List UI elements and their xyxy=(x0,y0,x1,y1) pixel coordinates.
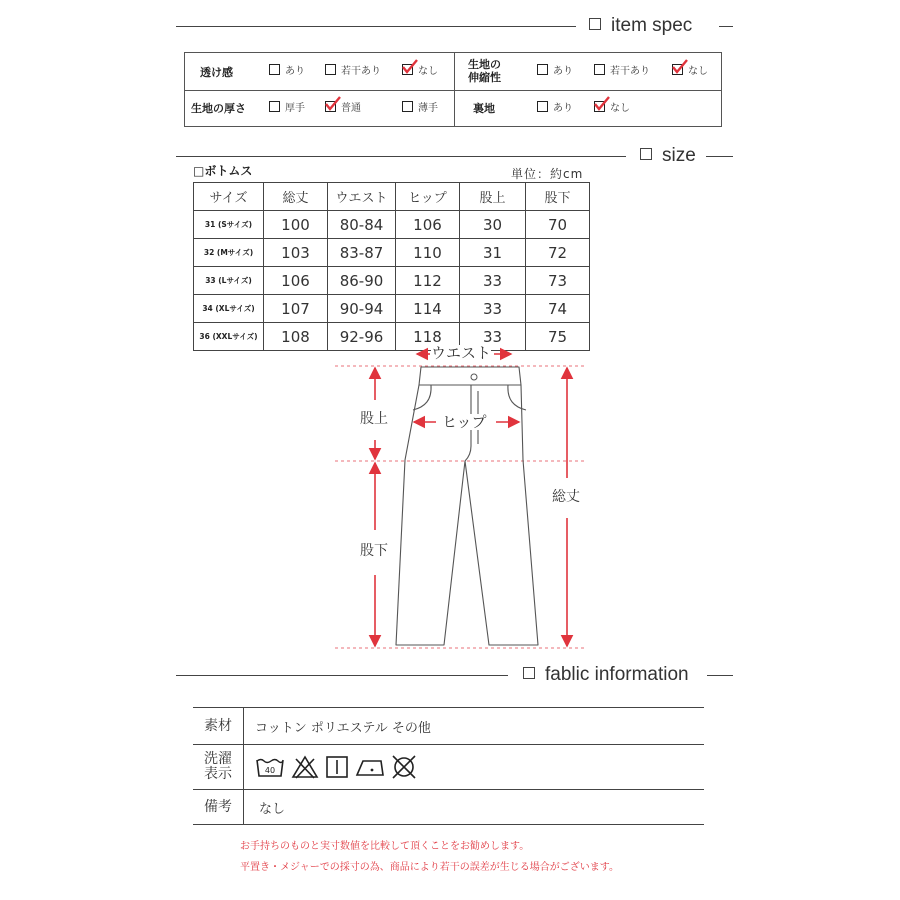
size-cell: 31 (Sサイズ) xyxy=(194,211,264,239)
table-cell: 80-84 xyxy=(328,211,396,239)
no-bleach-icon xyxy=(291,755,319,779)
waist-label: ウエスト xyxy=(431,344,492,362)
size-cell: 34 (XLサイズ) xyxy=(194,295,264,323)
size-cell: 33 (Lサイズ) xyxy=(194,267,264,295)
section-title-fabric: fablic information xyxy=(523,664,689,686)
table-cell: 30 xyxy=(460,211,526,239)
table-cell: 83-87 xyxy=(328,239,396,267)
rise-label: 股上 xyxy=(360,411,388,427)
column-header: 股上 xyxy=(460,183,526,211)
spec-option-checked: なし xyxy=(594,101,630,116)
note-line: 平置き・メジャーでの採寸の為、商品により若干の誤差が生じる場合がございます。 xyxy=(240,862,619,873)
wash-temp: 40 xyxy=(264,766,276,775)
note-line: お手持ちのものと実寸数値を比較して頂くことをお勧めします。 xyxy=(240,841,530,852)
size-cell: 36 (XXLサイズ) xyxy=(194,323,264,351)
spec-option-checked: 普通 xyxy=(325,101,361,116)
spec-option: 薄手 xyxy=(402,101,438,116)
spec-label-stretch: 生地の 伸縮性 xyxy=(468,58,501,84)
column-header: 総丈 xyxy=(264,183,328,211)
iron-low-icon xyxy=(355,755,385,779)
table-cell: 92-96 xyxy=(328,323,396,351)
spec-option: あり xyxy=(537,101,573,116)
size-unit: 単位：約cm xyxy=(511,167,584,181)
inseam-label: 股下 xyxy=(360,543,388,559)
table-cell: 74 xyxy=(526,295,590,323)
hip-label: ヒップ xyxy=(442,413,487,431)
column-header: ヒップ xyxy=(396,183,460,211)
length-label: 総丈 xyxy=(552,489,580,505)
table-cell: 100 xyxy=(264,211,328,239)
table-cell: 103 xyxy=(264,239,328,267)
spec-label-thickness: 生地の厚さ xyxy=(191,102,246,115)
table-cell: 118 xyxy=(396,323,460,351)
column-header: サイズ xyxy=(194,183,264,211)
table-cell: 112 xyxy=(396,267,460,295)
spec-option-checked: なし xyxy=(672,64,708,79)
spec-option-checked: なし xyxy=(402,64,438,79)
table-cell: 107 xyxy=(264,295,328,323)
wash-40-icon xyxy=(255,755,285,779)
fabric-row-material xyxy=(193,707,704,745)
table-cell: 114 xyxy=(396,295,460,323)
table-cell: 90-94 xyxy=(328,295,396,323)
fabric-value: なし xyxy=(259,801,286,817)
spec-option: 厚手 xyxy=(269,101,305,116)
spec-option: あり xyxy=(537,64,573,79)
table-cell: 33 xyxy=(460,267,526,295)
spec-label-lining: 裏地 xyxy=(473,102,495,115)
section-title-size: size xyxy=(640,145,696,167)
table-cell: 108 xyxy=(264,323,328,351)
table-cell: 31 xyxy=(460,239,526,267)
column-header: ウエスト xyxy=(328,183,396,211)
column-header: 股下 xyxy=(526,183,590,211)
table-cell: 106 xyxy=(396,211,460,239)
care-icons xyxy=(255,745,417,789)
spec-option: 若干あり xyxy=(325,64,381,79)
fabric-row-remarks xyxy=(193,790,704,825)
size-cell: 32 (Mサイズ) xyxy=(194,239,264,267)
fabric-value: コットン ポリエステル その他 xyxy=(255,720,431,736)
section-title-item-spec: item spec xyxy=(589,15,692,37)
table-cell: 72 xyxy=(526,239,590,267)
square-icon xyxy=(523,667,535,679)
table-cell: 70 xyxy=(526,211,590,239)
spec-option: あり xyxy=(269,64,305,79)
line-dry-icon xyxy=(325,755,349,779)
size-table-caption: □ボトムス xyxy=(193,164,253,178)
table-cell: 33 xyxy=(460,323,526,351)
fabric-row-care xyxy=(193,745,704,790)
table-cell: 106 xyxy=(264,267,328,295)
fabric-key: 素材 xyxy=(193,708,244,744)
fabric-key: 洗濯 表示 xyxy=(193,745,244,789)
table-cell: 75 xyxy=(526,323,590,351)
table-cell: 73 xyxy=(526,267,590,295)
table-cell: 33 xyxy=(460,295,526,323)
spec-label-transparency: 透け感 xyxy=(200,66,233,79)
table-cell: 110 xyxy=(396,239,460,267)
section-divider xyxy=(176,675,508,676)
fabric-key: 備考 xyxy=(193,790,244,824)
spec-option: 若干あり xyxy=(594,64,650,79)
table-cell: 86-90 xyxy=(328,267,396,295)
fabric-table xyxy=(193,707,704,825)
no-dryclean-icon xyxy=(391,755,417,779)
section-divider xyxy=(707,675,733,676)
